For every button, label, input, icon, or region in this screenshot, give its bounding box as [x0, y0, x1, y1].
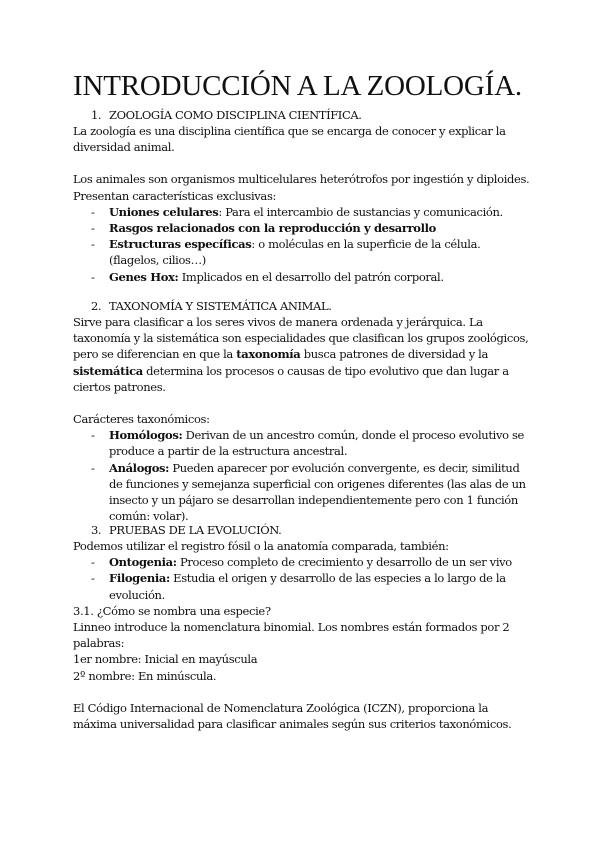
list-item [73, 204, 533, 220]
document-title: INTRODUCCIÓN A LA ZOOLOGÍA. [73, 70, 522, 102]
list-item [73, 427, 533, 459]
section-3-body [73, 538, 533, 732]
list-term: Análogos: [109, 460, 170, 475]
blank-line [73, 684, 533, 700]
list-term: Genes Hox: [109, 269, 179, 284]
text-run: busca patrones de diversidad y la [300, 347, 488, 362]
bold-term: taxonomía [236, 347, 301, 362]
section-3-number: 3. [91, 523, 102, 537]
section-2-heading [91, 298, 331, 314]
s1-list [73, 204, 533, 285]
list-term: Uniones celulares [109, 204, 219, 219]
list-text: Derivan de un ancestro común, donde el proceso evolutivo se produce a partir de la estructura ancestral. [109, 428, 524, 459]
paragraph: El Código Internacional de Nomenclatura Zoológica (ICZN), proporciona la máxima universalidad para clasificar animales según sus criterios taxonómicos. [73, 700, 512, 732]
list-item [73, 570, 533, 602]
list-item [73, 269, 533, 285]
paragraph: Carácteres taxonómicos: [73, 412, 210, 427]
list-item [73, 236, 533, 268]
list-item [73, 460, 533, 525]
list-term: Filogenia: [109, 571, 170, 586]
s3-list [73, 554, 533, 603]
paragraph [73, 314, 533, 395]
paragraph: Los animales son organismos multicelulares heterótrofos por ingestión y diploides. Presentan características exclusivas: [73, 172, 530, 203]
paragraph: Linneo introduce la nomenclatura binomial. Los nombres están formados por 2 palabras: [73, 620, 510, 651]
paragraph: 1er nombre: Inicial en mayúscula [73, 652, 258, 667]
list-text: Pueden aparecer por evolución convergente, es decir, similitud de funciones y semejanza superficial con origenes diferentes (las alas de un insecto y un pájaro se desarrollan independientemente pero con 1 función común: volar). [109, 460, 526, 524]
text-run: Sirve para clasificar a los seres vivos de manera ordenada y jerárquica. La taxonomía y la sistemática son especialidades que clasifican los grupos zoológicos, pero se diferencian en que la [73, 315, 529, 362]
list-text: : Para el intercambio de sustancias y comunicación. [218, 204, 503, 219]
list-text: Implicados en el desarrollo del patrón corporal. [178, 269, 444, 284]
subsection-heading: 3.1. ¿Cómo se nombra una especie? [73, 603, 271, 618]
section-2-title: TAXONOMÍA Y SISTEMÁTICA ANIMAL. [109, 299, 332, 313]
list-text: : o moléculas en la superficie de la célula. (flagelos, cilios…) [109, 237, 481, 268]
section-1-number: 1. [91, 108, 102, 122]
section-1-body [73, 123, 533, 285]
blank-line [73, 395, 533, 411]
list-term: Rasgos relacionados con la reproducción y desarrollo [109, 221, 436, 236]
section-1-title: ZOOLOGÍA COMO DISCIPLINA CIENTÍFICA. [109, 108, 362, 122]
list-term: Homólogos: [109, 428, 183, 443]
paragraph: Podemos utilizar el registro fósil o la anatomía comparada, también: [73, 539, 449, 553]
section-2-body [73, 314, 533, 524]
list-item [73, 554, 533, 570]
bold-term: sistemática [73, 363, 143, 378]
list-text: Proceso completo de crecimiento y desarrollo de un ser vivo [176, 555, 512, 570]
blank-line [73, 155, 533, 171]
list-term: Ontogenia: [109, 555, 177, 570]
s2-list [73, 427, 533, 524]
section-1-heading [91, 107, 362, 123]
paragraph: La zoología es una disciplina científica que se encarga de conocer y explicar la diversidad animal. [73, 124, 506, 155]
list-term: Estructuras específicas [109, 237, 252, 252]
section-3-title: PRUEBAS DE LA EVOLUCIÓN. [109, 523, 282, 537]
text-run: determina los procesos o causas de tipo evolutivo que dan lugar a ciertos patrones. [73, 363, 509, 394]
list-item [73, 220, 533, 236]
section-3-heading [91, 522, 281, 538]
list-text: Estudia el origen y desarrollo de las especies a lo largo de la evolución. [109, 571, 506, 602]
section-2-number: 2. [91, 299, 102, 313]
paragraph: 2º nombre: En minúscula. [73, 668, 217, 683]
